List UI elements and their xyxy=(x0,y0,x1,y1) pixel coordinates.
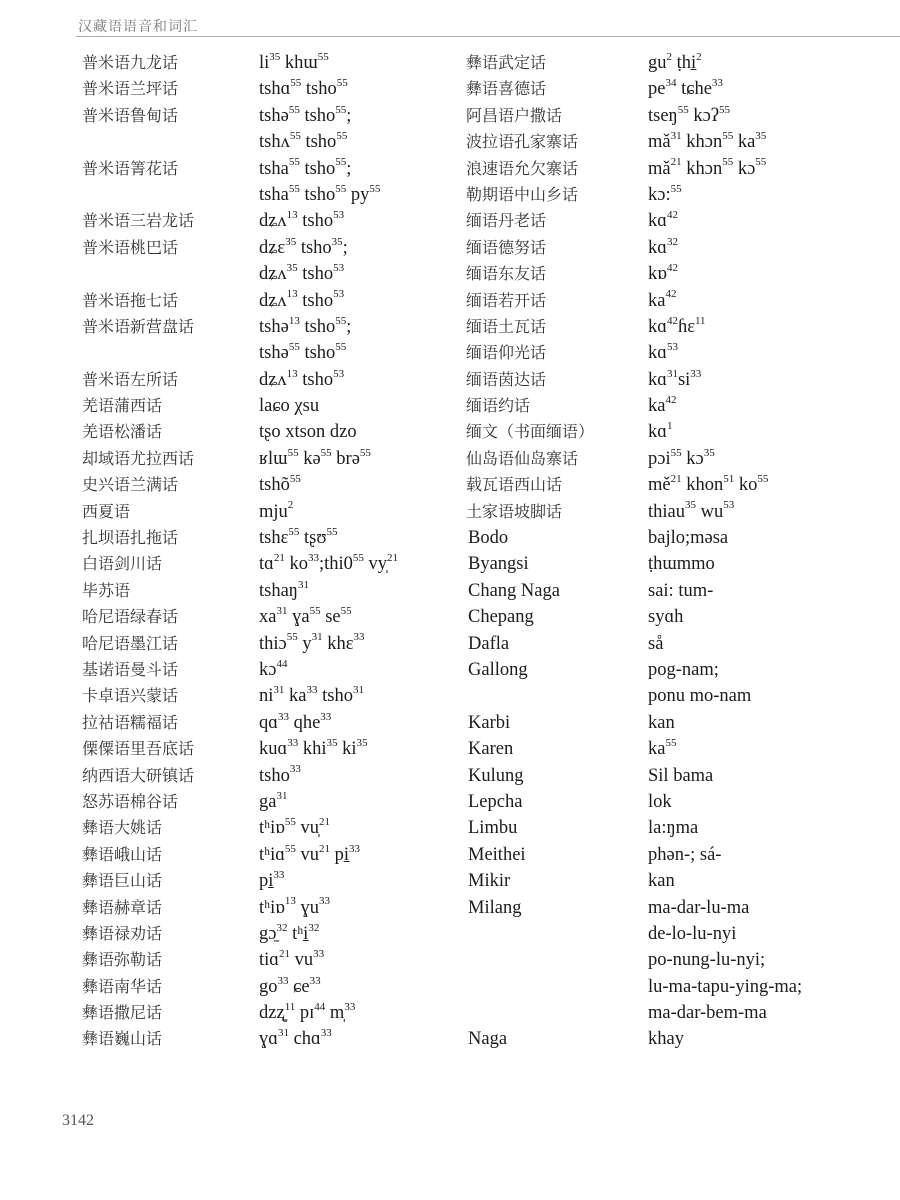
dialect-name: 浪速语允欠寨话 xyxy=(466,158,579,178)
dialect-name: 羌语松潘话 xyxy=(82,422,163,442)
dialect-name xyxy=(82,261,252,287)
dialect-name: 毕苏语 xyxy=(82,580,131,600)
dialect-name: 彝语禄劝话 xyxy=(82,923,163,943)
dialect-name: 彝语赫章话 xyxy=(82,897,163,917)
dialect-name xyxy=(466,947,646,973)
word-form: så xyxy=(648,633,664,654)
dialect-name: 史兴语兰满话 xyxy=(82,475,179,495)
dialect-name: 哈尼语墨江话 xyxy=(82,633,179,653)
word-form: po-nung-lu-nyi; xyxy=(648,950,766,971)
word-form: kɑ$^1$ xyxy=(648,420,673,443)
word-form: pog-nam; xyxy=(648,659,719,680)
word-form: ṭhɯmmo xyxy=(648,554,715,575)
running-header-title: 汉藏语语音和词汇 xyxy=(78,19,198,35)
dialect-name: 缅语东友话 xyxy=(466,264,547,284)
word-form: tshə$^{55}$ tsho$^{55}$ xyxy=(259,341,347,364)
dialect-name: 纳西语大研镇话 xyxy=(82,765,195,785)
dialect-name xyxy=(466,1000,646,1026)
word-form: tʰiɑ$^{55}$ $vu^{21}$ pi̠$^{33}$ xyxy=(259,842,361,865)
dialect-name: 彝语巍山话 xyxy=(82,1029,163,1049)
dialect-name: Lepcha xyxy=(468,791,523,812)
word-form: tʰiɒ$^{13}$ ɣu$^{33}$ xyxy=(259,895,331,918)
dialect-name: 傈僳语里吾底话 xyxy=(82,739,195,759)
dialect-name: Dafla xyxy=(468,633,510,654)
word-form: sai: tum- xyxy=(648,580,714,601)
dialect-name: 怒苏语棉谷话 xyxy=(82,791,179,811)
dialect-name xyxy=(82,182,252,208)
dialect-name: 仙岛语仙岛寨话 xyxy=(466,448,579,468)
word-form: $ka^{42}$ xyxy=(648,393,677,417)
word-form: kuɑ$^{33}$ khi$^{35}$ $ki^{35}$ xyxy=(259,737,368,760)
dialect-name: 普米语鲁甸话 xyxy=(82,105,179,125)
word-form: Sil bama xyxy=(648,765,714,786)
word-form: dʑʌ$^{35}$ tsho$^{53}$ xyxy=(259,261,345,285)
dialect-name: Limbu xyxy=(468,818,518,839)
dialect-name xyxy=(466,921,646,947)
word-form: ma-dar-lu-ma xyxy=(648,897,750,918)
word-form: dʑʌ$^{13}$ tsho$^{53}$ xyxy=(259,367,345,390)
dialect-name: 羌语蒲西话 xyxy=(82,396,163,416)
word-form: bajlo;məsa xyxy=(648,528,729,549)
dialect-name: 哈尼语绿春话 xyxy=(82,607,179,627)
word-form: kɑ$^{32}$ xyxy=(648,235,678,258)
form-column-right xyxy=(648,50,898,1053)
dialect-name: 普米语兰坪话 xyxy=(82,79,179,99)
header-rule xyxy=(76,36,900,37)
dialect-name: Milang xyxy=(468,897,522,918)
dialect-name: 拉祜语糯福话 xyxy=(82,712,179,732)
word-form: kɔ:$^{55}$ xyxy=(648,182,682,205)
dialect-name: 普米语三岩龙话 xyxy=(82,211,195,231)
word-form: $go^{33}$ ɕe$^{33}$ xyxy=(259,974,321,997)
dialect-name: 普米语九龙话 xyxy=(82,53,179,72)
running-header xyxy=(76,12,900,40)
word-form: $ka^{55}$ xyxy=(648,737,677,760)
dialect-name: 卡卓语兴蒙话 xyxy=(82,686,179,706)
dialect-name: Byangsi xyxy=(468,554,529,575)
dialect-name: 彝语武定话 xyxy=(466,53,547,72)
dialect-name: 彝语南华话 xyxy=(82,976,163,996)
dialect-name: 缅语土瓦话 xyxy=(466,316,547,336)
dialect-name: 彝语弥勒话 xyxy=(82,950,163,970)
word-form: kan xyxy=(648,712,675,733)
dialect-name: Naga xyxy=(468,1029,508,1050)
page-number: 3142 xyxy=(62,1112,94,1129)
dialect-name: 普米语桃巴话 xyxy=(82,237,179,257)
word-form: $gu^2$ ṭhi̠$^2$ xyxy=(648,50,702,73)
word-form: la:ŋma xyxy=(648,818,699,839)
dialect-name: 基诺语曼斗话 xyxy=(82,659,179,679)
dialect-name: 西夏语 xyxy=(82,501,131,521)
word-form: dʑʌ$^{13}$ tsho$^{53}$ xyxy=(259,288,345,311)
word-form: tseŋ$^{55}$ kɔʔ$^{55}$ xyxy=(648,103,731,126)
word-form: tshaŋ$^{31}$ xyxy=(259,578,309,601)
dialect-name: Karbi xyxy=(468,712,511,733)
word-form: tshə$^{55}$ tsho$^{55}$; xyxy=(259,103,352,126)
word-form: ponu mo-nam xyxy=(648,686,752,707)
word-form: kɑ$^{42}$ xyxy=(648,209,678,232)
word-form: kɑ$^{53}$ xyxy=(648,341,678,364)
word-form: tʂo xtson dzo xyxy=(259,422,357,443)
word-form: $ga^{31}$ xyxy=(259,789,288,812)
dialect-name: 缅语德努话 xyxy=(466,237,547,257)
dialect-name xyxy=(466,683,646,709)
word-form: qɑ$^{33}$ qhe$^{33}$ xyxy=(259,710,332,733)
dialect-name: Kulung xyxy=(468,765,524,786)
dialect-name: 缅语茵达话 xyxy=(466,369,547,389)
dialect-name: 彝语巨山话 xyxy=(82,871,163,891)
word-form: phən-; sá- xyxy=(648,844,722,865)
word-form: $ka^{42}$ xyxy=(648,288,677,311)
form-column-left xyxy=(259,50,459,1053)
word-form: $xa^{31}$ ɣa$^{55}$ $se^{55}$ xyxy=(259,605,352,628)
dialect-name: 白语剑川话 xyxy=(82,554,163,574)
word-form: de-lo-lu-nyi xyxy=(648,923,737,944)
dialect-name: 彝语峨山话 xyxy=(82,844,163,864)
dialect-name: Karen xyxy=(468,739,514,760)
dialect-name: Gallong xyxy=(468,659,528,680)
word-form: lu-ma-tapu-ying-ma; xyxy=(648,976,803,997)
dialect-name: 缅文（书面缅语） xyxy=(466,422,595,442)
dialect-name: 波拉语孔家寨话 xyxy=(466,132,579,152)
dialect-name: 彝语大姚话 xyxy=(82,818,163,838)
dialect-name: 普米语拖七话 xyxy=(82,290,179,310)
word-form: tsha$^{55}$ tsho$^{55}$ $py^{55}$ xyxy=(259,182,381,205)
word-form: $mǎ^{31}$ khɔn$^{55}$ $ka^{35}$ xyxy=(648,130,767,153)
word-form: tshʌ$^{55}$ tsho$^{55}$ xyxy=(259,130,348,153)
dialect-name: 缅语若开话 xyxy=(466,290,547,310)
dialect-name: 阿昌语户撒话 xyxy=(466,105,563,125)
word-form: tshə$^{13}$ tsho$^{55}$; xyxy=(259,314,352,337)
word-form: ma-dar-bem-ma xyxy=(648,1003,767,1024)
word-form: kɔ$^{44}$ xyxy=(259,657,288,680)
dialect-name-column-right xyxy=(466,50,646,1053)
dialect-name-column-left xyxy=(82,50,252,1053)
word-form: tshɛ$^{55}$ tʂʊ$^{55}$ xyxy=(259,525,338,549)
dialect-name: 却域语尤拉西话 xyxy=(82,448,195,468)
dialect-name: Chang Naga xyxy=(468,580,560,601)
dialect-name: Meithei xyxy=(468,844,526,865)
word-form: pi̠$^{33}$ xyxy=(259,868,285,892)
dialect-name: 缅语丹老话 xyxy=(466,211,547,231)
word-form: $mǎ^{21}$ khɔn$^{55}$ kɔ$^{55}$ xyxy=(648,156,767,179)
dialect-name: 勒期语中山乡话 xyxy=(466,184,579,204)
dialect-name: 载瓦语西山话 xyxy=(466,475,563,495)
word-form: $ni^{31}$ $ka^{33}$ tsho$^{31}$ xyxy=(259,684,364,707)
word-form: pɔi$^{55}$ kɔ$^{35}$ xyxy=(648,446,715,469)
dialect-name: 缅语仰光话 xyxy=(466,343,547,363)
word-form: tshõ$^{55}$ xyxy=(259,473,301,496)
dialect-name: 缅语约话 xyxy=(466,396,531,416)
word-form: mju$^2$ xyxy=(259,499,294,522)
word-form: dʑʌ$^{13}$ tsho$^{53}$ xyxy=(259,209,345,232)
word-form: thiɔ$^{55}$ $y^{31}$ khɛ$^{33}$ xyxy=(259,631,365,654)
dialect-name: 彝语喜德话 xyxy=(466,79,547,99)
word-form: tsha$^{55}$ tsho$^{55}$; xyxy=(259,156,352,179)
word-form: ɣɑ$^{31}$ chɑ$^{33}$ xyxy=(259,1027,332,1050)
word-form: kan xyxy=(648,871,675,892)
dialect-name: 彝语撒尼话 xyxy=(82,1003,163,1023)
word-form: khay xyxy=(648,1029,684,1050)
word-form: syɑh xyxy=(648,607,684,628)
word-form: $mě^{21}$ khon$^{51}$ $ko^{55}$ xyxy=(648,473,769,496)
word-form: tʰiɒ$^{55}$ vu̩$^{21}$ xyxy=(259,816,331,839)
word-form: tshɑ$^{55}$ tsho$^{55}$ xyxy=(259,77,348,100)
dialect-name xyxy=(82,340,252,366)
word-form: dzʐ̠$^{11}$ pɪ$^{44}$ m̩$^{33}$ xyxy=(259,1000,356,1024)
dialect-name: 扎坝语扎拖话 xyxy=(82,528,179,548)
word-form: tsho$^{33}$ xyxy=(259,763,301,786)
word-form: $li^{35}$ khɯ$^{55}$ xyxy=(259,50,329,73)
dialect-name: Mikir xyxy=(468,871,511,892)
dialect-name: 普米语箐花话 xyxy=(82,158,179,178)
dialect-name: 普米语左所话 xyxy=(82,369,179,389)
word-form: kɑ$^{42}$ɦɛ$^{11}$ xyxy=(648,314,706,337)
word-form: $pe^{34}$ tɕhe$^{33}$ xyxy=(648,77,723,100)
dialect-name xyxy=(82,129,252,155)
word-form: laɕo χsu xyxy=(259,396,320,417)
word-form: gɔ̠$^{32}$ tʰi̠$^{32}$ xyxy=(259,921,320,944)
word-form: $kɑ^{31}si^{33}$ xyxy=(648,367,702,390)
word-form: thiau$^{35}$ $wu^{53}$ xyxy=(648,499,735,522)
word-form: tiɑ$^{21}$ $vu^{33}$ xyxy=(259,948,325,971)
word-form: kɒ$^{42}$ xyxy=(648,261,678,285)
dialect-name: Chepang xyxy=(468,607,534,628)
dialect-name: 普米语新营盘话 xyxy=(82,316,195,336)
dialect-name: 土家语坡脚话 xyxy=(466,501,563,521)
word-form: lok xyxy=(648,791,672,812)
word-form: tɑ$^{21}$ $ko^{33};thi0^{55}$ vy̩$^{21}$ xyxy=(259,552,398,575)
dialect-name: Bodo xyxy=(468,528,509,549)
dialect-name xyxy=(466,974,646,1000)
word-form: ʁlɯ$^{55}$ kə$^{55}$ brə$^{55}$ xyxy=(259,446,371,469)
word-form: dʑɛ$^{35}$ tsho$^{35}$; xyxy=(259,235,348,258)
